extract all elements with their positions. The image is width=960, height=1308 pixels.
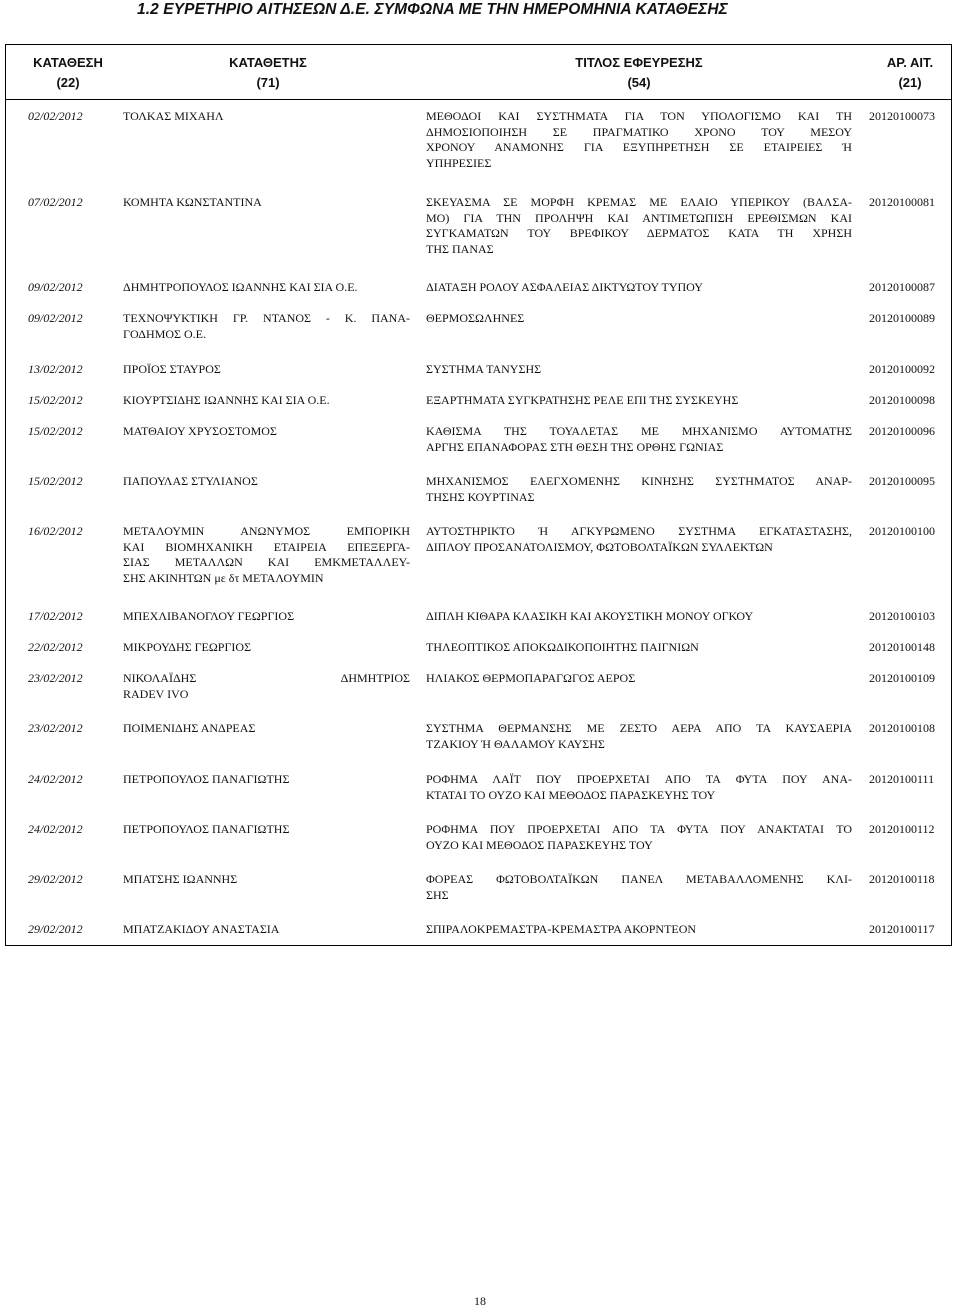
header-application-number	[875, 53, 945, 93]
filing-date: 16/02/2012	[28, 524, 83, 538]
title-line: ΧΡΟΝΟΥ ΑΝΑΜΟΝΗΣ ΓΙΑ ΕΞΥΠΗΡΕΤΗΣΗ ΣΕ ΕΤΑΙΡΕΙΕΣ Ή	[426, 140, 852, 154]
title-line: ΔΙΑΤΑΞΗ ΡΟΛΟΥ ΑΣΦΑΛΕΙΑΣ ΔΙΚΤΥΩΤΟΥ ΤΥΠΟΥ	[426, 280, 703, 294]
application-number: 20120100081	[869, 195, 935, 209]
title-line: ΣΠΙΡΑΛΟΚΡΕΜΑΣΤΡΑ-ΚΡΕΜΑΣΤΡΑ ΑΚΟΡΝΤΕΟΝ	[426, 922, 697, 936]
header-code: (71)	[256, 75, 280, 90]
invention-title	[426, 393, 852, 409]
filing-date: 15/02/2012	[28, 393, 83, 407]
title-line: ΑΡΓΗΣ ΕΠΑΝΑΦΟΡΑΣ ΣΤΗ ΘΕΣΗ ΤΗΣ ΟΡΘΗΣ ΓΩΝΙΑΣ	[426, 439, 724, 454]
title-line: ΣΥΓΚΑΜΑΤΩΝ ΤΟΥ ΒΡΕΦΙΚΟΥ ΔΕΡΜΑΤΟΣ ΚΑΤΑ ΤΗ ΧΡΗΣΗ	[426, 226, 852, 240]
title-line: ΜΗΧΑΝΙΣΜΟΣ ΕΛΕΓΧΟΜΕΝΗΣ ΚΙΝΗΣΗΣ ΣΥΣΤΗΜΑΤΟΣ ΑΝΑΡ-	[426, 474, 852, 488]
title-line: ΔΙΠΛΗ ΚΙΘΑΡΑ ΚΛΑΣΙΚΗ ΚΑΙ ΑΚΟΥΣΤΙΚΗ ΜΟΝΟΥ ΟΓΚΟΥ	[426, 609, 754, 623]
applicant	[123, 362, 410, 378]
application-number: 20120100098	[869, 393, 935, 407]
title-line: ΤΗΣΗΣ ΚΟΥΡΤΙΝΑΣ	[426, 489, 535, 504]
invention-title	[426, 109, 852, 171]
application-number: 20120100111	[869, 772, 935, 786]
applicant-line: ΜΠΑΤΣΗΣ ΙΩΑΝΝΗΣ	[123, 872, 238, 886]
applicant-line: ΔΗΜΗΤΡΟΠΟΥΛΟΣ ΙΩΑΝΝΗΣ ΚΑΙ ΣΙΑ Ο.Ε.	[123, 280, 358, 294]
application-number: 20120100095	[869, 474, 935, 488]
filing-date: 23/02/2012	[28, 671, 83, 685]
invention-title	[426, 424, 852, 455]
applicant	[123, 822, 410, 838]
title-line: ΜΕΘΟΔΟΙ ΚΑΙ ΣΥΣΤΗΜΑΤΑ ΓΙΑ ΤΟΝ ΥΠΟΛΟΓΙΣΜΟ ΚΑΙ ΤΗ	[426, 109, 852, 123]
application-number: 20120100089	[869, 311, 935, 325]
application-number: 20120100103	[869, 609, 935, 623]
section-title: 1.2 ΕΥΡΕΤΗΡΙΟ ΑΙΤΗΣΕΩΝ Δ.Ε. ΣΥΜΦΩΝΑ ΜΕ ΤΗΝ ΗΜΕΡΟΜΗΝΙΑ ΚΑΤΑΘΕΣΗΣ	[137, 1, 728, 18]
invention-title	[426, 474, 852, 505]
application-number: 20120100100	[869, 524, 935, 538]
invention-title	[426, 772, 852, 803]
title-line: ΤΗΛΕΟΠΤΙΚΟΣ ΑΠΟΚΩΔΙΚΟΠΟΙΗΤΗΣ ΠΑΙΓΝΙΩΝ	[426, 640, 699, 654]
applicant-line: RADEV IVO	[123, 686, 189, 701]
applicant	[123, 311, 410, 342]
applicant-line: ΚΙΟΥΡΤΣΙΔΗΣ ΙΩΑΝΝΗΣ ΚΑΙ ΣΙΑ Ο.Ε.	[123, 393, 330, 407]
applicant	[123, 109, 410, 125]
table-header	[5, 44, 952, 100]
invention-title	[426, 524, 852, 555]
title-line: ΣΚΕΥΑΣΜΑ ΣΕ ΜΟΡΦΗ ΚΡΕΜΑΣ ΜΕ ΕΛΑΙΟ ΥΠΕΡΙΚΟΥ (ΒΑΛΣΑ-	[426, 195, 852, 209]
applicant	[123, 772, 410, 788]
filing-date: 22/02/2012	[28, 640, 83, 654]
filing-date: 13/02/2012	[28, 362, 83, 376]
applicant-line: ΚΟΜΗΤΑ ΚΩΝΣΤΑΝΤΙΝΑ	[123, 195, 262, 209]
applicant-line: ΠΕΤΡΟΠΟΥΛΟΣ ΠΑΝΑΓΙΩΤΗΣ	[123, 772, 290, 786]
invention-title	[426, 922, 852, 938]
title-line: ΕΞΑΡΤΗΜΑΤΑ ΣΥΓΚΡΑΤΗΣΗΣ ΡΕΛΕ ΕΠΙ ΤΗΣ ΣΥΣΚΕΥΗΣ	[426, 393, 739, 407]
invention-title	[426, 721, 852, 752]
invention-title	[426, 195, 852, 257]
applicant	[123, 393, 410, 409]
applicant-line: ΤΕΧΝΟΨΥΚΤΙΚΗ ΓΡ. ΝΤΑΝΟΣ - Κ. ΠΑΝΑ-	[123, 311, 410, 325]
applicant	[123, 671, 410, 702]
title-line: ΚΑΘΙΣΜΑ ΤΗΣ ΤΟΥΑΛΕΤΑΣ ΜΕ ΜΗΧΑΝΙΣΜΟ ΑΥΤΟΜΑΤΗΣ	[426, 424, 852, 438]
title-line: ΗΛΙΑΚΟΣ ΘΕΡΜΟΠΑΡΑΓΩΓΟΣ ΑΕΡΟΣ	[426, 671, 636, 685]
page-number: 18	[474, 1294, 486, 1308]
invention-title	[426, 671, 852, 687]
title-line: ΘΕΡΜΟΣΩΛΗΝΕΣ	[426, 311, 525, 325]
title-line: ΡΟΦΗΜΑ ΛΑΪΤ ΠΟΥ ΠΡΟΕΡΧΕΤΑΙ ΑΠΟ ΤΑ ΦΥΤΑ ΠΟΥ ΑΝΑ-	[426, 772, 852, 786]
applicant-line: ΜΠΑΤΖΑΚΙΔΟΥ ΑΝΑΣΤΑΣΙΑ	[123, 922, 280, 936]
invention-title	[426, 640, 852, 656]
applicant	[123, 524, 410, 586]
title-line: ΚΤΑΤΑΙ ΤΟ ΟΥΖΟ ΚΑΙ ΜΕΘΟΔΟΣ ΠΑΡΑΣΚΕΥΗΣ ΤΟΥ	[426, 787, 716, 802]
filing-date: 24/02/2012	[28, 822, 83, 836]
invention-title	[426, 311, 852, 327]
header-code: (21)	[898, 75, 922, 90]
application-number: 20120100092	[869, 362, 935, 376]
title-line: ΡΟΦΗΜΑ ΠΟΥ ΠΡΟΕΡΧΕΤΑΙ ΑΠΟ ΤΑ ΦΥΤΑ ΠΟΥ ΑΝΑΚΤΑΤΑΙ ΤΟ	[426, 822, 852, 836]
header-label: ΚΑΤΑΘΕΤΗΣ	[229, 55, 307, 70]
applicant-line: ΚΑΙ ΒΙΟΜΗΧΑΝΙΚΗ ΕΤΑΙΡΕΙΑ ΕΠΕΞΕΡΓΑ-	[123, 539, 410, 554]
applicant-line: ΠΕΤΡΟΠΟΥΛΟΣ ΠΑΝΑΓΙΩΤΗΣ	[123, 822, 290, 836]
title-line: ΔΗΜΟΣΙΟΠΟΙΗΣΗ ΣΕ ΠΡΑΓΜΑΤΙΚΟ ΧΡΟΝΟ ΤΟΥ ΜΕΣΟΥ	[426, 124, 852, 139]
header-invention-title	[515, 53, 763, 93]
title-line: ΥΠΗΡΕΣΙΕΣ	[426, 155, 492, 170]
title-line: ΜΟ) ΓΙΑ ΤΗΝ ΠΡΟΛΗΨΗ ΚΑΙ ΑΝΤΙΜΕΤΩΠΙΣΗ ΕΡΕΘΙΣΜΩΝ ΚΑΙ	[426, 210, 852, 225]
filing-date: 29/02/2012	[28, 922, 83, 936]
application-number: 20120100087	[869, 280, 935, 294]
filing-date: 09/02/2012	[28, 311, 83, 325]
application-number: 20120100108	[869, 721, 935, 735]
applicant	[123, 721, 410, 737]
filing-date: 15/02/2012	[28, 424, 83, 438]
title-line: ΔΙΠΛΟΥ ΠΡΟΣΑΝΑΤΟΛΙΣΜΟΥ, ΦΩΤΟΒΟΛΤΑΪΚΩΝ ΣΥΛΛΕΚΤΩΝ	[426, 539, 773, 554]
applicant	[123, 640, 410, 656]
invention-title	[426, 822, 852, 853]
applicant	[123, 195, 410, 211]
filing-date: 02/02/2012	[28, 109, 83, 123]
applicant	[123, 474, 410, 490]
application-number: 20120100118	[869, 872, 935, 886]
invention-title	[426, 362, 852, 378]
header-filing-date	[20, 53, 116, 93]
application-number: 20120100112	[869, 822, 935, 836]
header-label: ΑΡ. ΑΙΤ.	[886, 55, 934, 70]
invention-title	[426, 280, 852, 296]
invention-title	[426, 872, 852, 903]
applicant-line: ΜΙΚΡΟΥΔΗΣ ΓΕΩΡΓΙΟΣ	[123, 640, 252, 654]
applicant	[123, 280, 410, 296]
title-line: ΦΟΡΕΑΣ ΦΩΤΟΒΟΛΤΑΪΚΩΝ ΠΑΝΕΛ ΜΕΤΑΒΑΛΛΟΜΕΝΗΣ ΚΛΙ-	[426, 872, 852, 886]
applicant-line: ΣΗΣ ΑΚΙΝΗΤΩΝ με δτ ΜΕΤΑΛΟΥΜΙΝ	[123, 570, 324, 585]
application-number: 20120100109	[869, 671, 935, 685]
filing-date: 29/02/2012	[28, 872, 83, 886]
applicant-line: ΓΟΔΗΜΟΣ Ο.Ε.	[123, 326, 207, 341]
applicant-line: ΠΟΙΜΕΝΙΔΗΣ ΑΝΔΡΕΑΣ	[123, 721, 256, 735]
title-line: ΣΗΣ	[426, 887, 449, 902]
filing-date: 17/02/2012	[28, 609, 83, 623]
invention-title	[426, 609, 852, 625]
title-line: ΑΥΤΟΣΤΗΡΙΚΤΟ Ή ΑΓΚΥΡΩΜΕΝΟ ΣΥΣΤΗΜΑ ΕΓΚΑΤΑΣΤΑΣΗΣ,	[426, 524, 852, 538]
title-line: ΟΥΖΟ ΚΑΙ ΜΕΘΟΔΟΣ ΠΑΡΑΣΚΕΥΗΣ ΤΟΥ	[426, 837, 653, 852]
title-line: ΣΥΣΤΗΜΑ ΤΑΝΥΣΗΣ	[426, 362, 542, 376]
filing-date: 23/02/2012	[28, 721, 83, 735]
applicant-line: ΝΙΚΟΛΑΪΔΗΣ ΔΗΜΗΤΡΙΟΣ	[123, 671, 410, 685]
applicant	[123, 424, 410, 440]
applicant-line: ΠΡΟΪΟΣ ΣΤΑΥΡΟΣ	[123, 362, 221, 376]
application-number: 20120100148	[869, 640, 935, 654]
header-code: (54)	[627, 75, 651, 90]
application-number: 20120100073	[869, 109, 935, 123]
applicant	[123, 922, 410, 938]
applicant-line: ΜΕΤΑΛΟΥΜΙΝ ΑΝΩΝΥΜΟΣ ΕΜΠΟΡΙΚΗ	[123, 524, 410, 538]
applicant	[123, 872, 410, 888]
applicant-line: ΣΙΑΣ ΜΕΤΑΛΛΩΝ ΚΑΙ ΕΜΚΜΕΤΑΛΛΕΥ-	[123, 555, 410, 569]
applicant-line: ΠΑΠΟΥΛΑΣ ΣΤΥΛΙΑΝΟΣ	[123, 474, 258, 488]
filing-date: 15/02/2012	[28, 474, 83, 488]
filing-date: 24/02/2012	[28, 772, 83, 786]
filing-date: 09/02/2012	[28, 280, 83, 294]
applicant	[123, 609, 410, 625]
title-line: ΣΥΣΤΗΜΑ ΘΕΡΜΑΝΣΗΣ ΜΕ ΖΕΣΤΟ ΑΕΡΑ ΑΠΟ ΤΑ ΚΑΥΣΑΕΡΙΑ	[426, 721, 852, 735]
applicant-line: ΜΑΤΘΑΙΟΥ ΧΡΥΣΟΣΤΟΜΟΣ	[123, 424, 277, 438]
application-number: 20120100096	[869, 424, 935, 438]
header-label: ΚΑΤΑΘΕΣΗ	[33, 55, 103, 70]
title-line: ΤΗΣ ΠΑΝΑΣ	[426, 241, 494, 256]
applicant-line: ΜΠΕΧΛΙΒΑΝΟΓΛΟΥ ΓΕΩΡΓΙΟΣ	[123, 609, 295, 623]
header-code: (22)	[56, 75, 80, 90]
header-label: ΤΙΤΛΟΣ ΕΦΕΥΡΕΣΗΣ	[575, 55, 703, 70]
filing-date: 07/02/2012	[28, 195, 83, 209]
header-applicant	[195, 53, 341, 93]
applicant-line: ΤΟΛΚΑΣ ΜΙΧΑΗΛ	[123, 109, 224, 123]
title-line: ΤΖΑΚΙΟΥ Ή ΘΑΛΑΜΟΥ ΚΑΥΣΗΣ	[426, 736, 605, 751]
application-number: 20120100117	[869, 922, 935, 936]
